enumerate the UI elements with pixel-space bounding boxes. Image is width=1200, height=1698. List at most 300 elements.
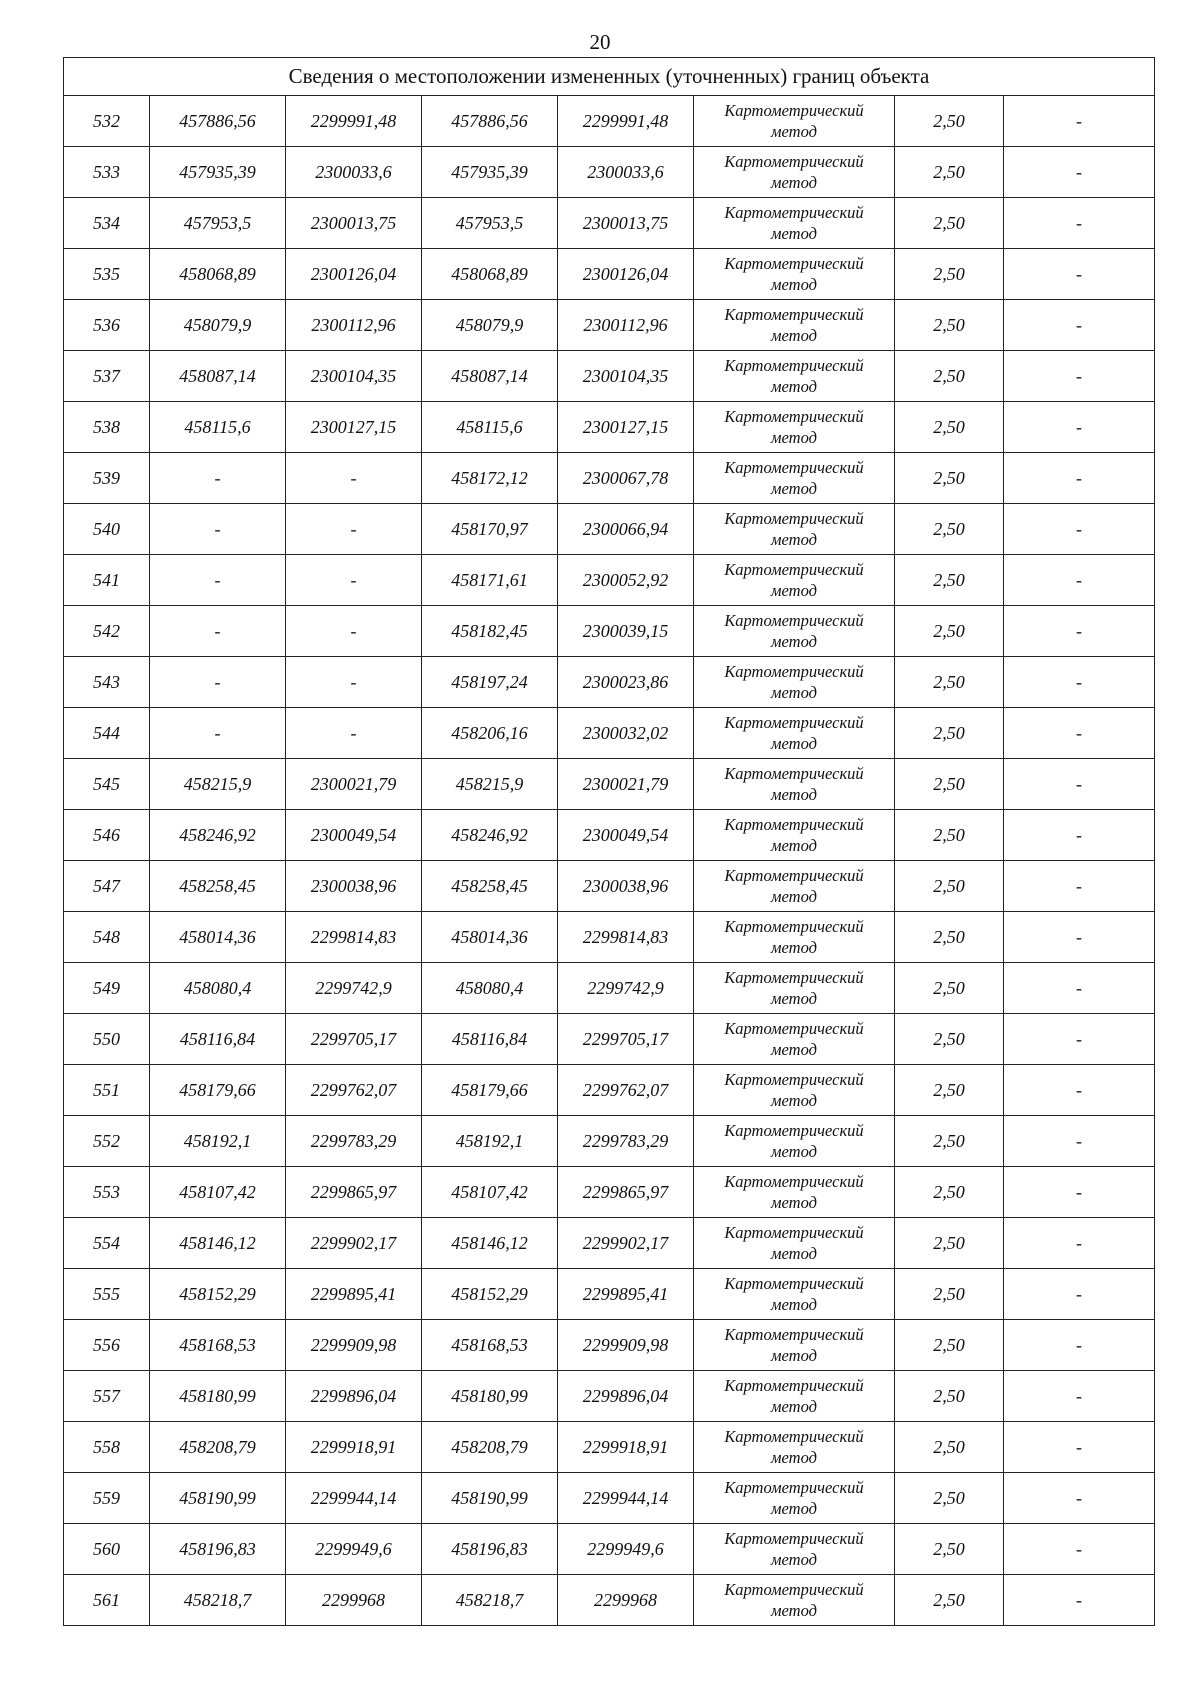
method-cell <box>694 657 895 708</box>
accuracy-cell: 2,50 <box>895 555 1004 606</box>
table-row <box>64 1473 1155 1524</box>
existing-y-cell: 2299865,97 <box>286 1167 422 1218</box>
existing-x-cell: 458080,4 <box>150 963 286 1014</box>
method-label-line2: метод <box>771 1091 817 1110</box>
method-label-line2: метод <box>771 734 817 753</box>
refined-y-cell: 2299762,07 <box>558 1065 694 1116</box>
method-label-line2: метод <box>771 1193 817 1212</box>
method-label-line1: Картометрический <box>724 866 864 885</box>
method-label-line2: метод <box>771 1550 817 1569</box>
existing-y-cell: - <box>286 606 422 657</box>
point-number-cell: 546 <box>64 810 150 861</box>
table-row <box>64 453 1155 504</box>
page-number: 20 <box>589 30 611 54</box>
existing-y-cell: 2299814,83 <box>286 912 422 963</box>
method-label-line2: метод <box>771 428 817 447</box>
method-cell <box>694 810 895 861</box>
table-row <box>64 147 1155 198</box>
existing-x-cell: 458079,9 <box>150 300 286 351</box>
method-cell <box>694 555 895 606</box>
refined-x-cell: 458170,97 <box>422 504 558 555</box>
method-label-line1: Картометрический <box>724 662 864 681</box>
method-label-line1: Картометрический <box>724 764 864 783</box>
existing-y-cell: 2300104,35 <box>286 351 422 402</box>
method-label-line1: Картометрический <box>724 356 864 375</box>
method-label-line1: Картометрический <box>724 815 864 834</box>
accuracy-cell: 2,50 <box>895 1371 1004 1422</box>
refined-y-cell: 2300021,79 <box>558 759 694 810</box>
method-label-line2: метод <box>771 1295 817 1314</box>
existing-y-cell: - <box>286 453 422 504</box>
accuracy-cell: 2,50 <box>895 708 1004 759</box>
point-number-cell: 549 <box>64 963 150 1014</box>
existing-y-cell: 2299902,17 <box>286 1218 422 1269</box>
method-label-line2: метод <box>771 1499 817 1518</box>
refined-y-cell: 2300127,15 <box>558 402 694 453</box>
point-number-cell: 561 <box>64 1575 150 1626</box>
method-cell <box>694 1371 895 1422</box>
table-caption-row <box>64 58 1155 96</box>
existing-x-cell: 458068,89 <box>150 249 286 300</box>
method-cell <box>694 504 895 555</box>
refined-x-cell: 458246,92 <box>422 810 558 861</box>
method-label-line2: метод <box>771 1142 817 1161</box>
note-cell: - <box>1004 861 1155 912</box>
refined-y-cell: 2300126,04 <box>558 249 694 300</box>
refined-x-cell: 458180,99 <box>422 1371 558 1422</box>
existing-x-cell: 458246,92 <box>150 810 286 861</box>
accuracy-cell: 2,50 <box>895 963 1004 1014</box>
table-row <box>64 1116 1155 1167</box>
existing-x-cell: - <box>150 657 286 708</box>
table-row <box>64 1524 1155 1575</box>
method-label-line1: Картометрический <box>724 1223 864 1242</box>
refined-x-cell: 458172,12 <box>422 453 558 504</box>
point-number-cell: 536 <box>64 300 150 351</box>
table-row <box>64 1014 1155 1065</box>
method-label-line1: Картометрический <box>724 968 864 987</box>
accuracy-cell: 2,50 <box>895 249 1004 300</box>
point-number-cell: 547 <box>64 861 150 912</box>
accuracy-cell: 2,50 <box>895 198 1004 249</box>
refined-x-cell: 458179,66 <box>422 1065 558 1116</box>
table-row <box>64 249 1155 300</box>
point-number-cell: 552 <box>64 1116 150 1167</box>
table-row <box>64 657 1155 708</box>
method-label-line1: Картометрический <box>724 305 864 324</box>
method-label-line1: Картометрический <box>724 407 864 426</box>
accuracy-cell: 2,50 <box>895 1116 1004 1167</box>
table-caption: Сведения о местоположении измененных (уточненных) границ объекта <box>64 58 1155 96</box>
existing-y-cell: 2300049,54 <box>286 810 422 861</box>
method-cell <box>694 861 895 912</box>
refined-x-cell: 458152,29 <box>422 1269 558 1320</box>
existing-x-cell: 458146,12 <box>150 1218 286 1269</box>
refined-y-cell: 2300052,92 <box>558 555 694 606</box>
method-cell <box>694 1116 895 1167</box>
method-label-line1: Картометрический <box>724 1121 864 1140</box>
existing-x-cell: 458192,1 <box>150 1116 286 1167</box>
existing-y-cell: - <box>286 504 422 555</box>
accuracy-cell: 2,50 <box>895 861 1004 912</box>
note-cell: - <box>1004 453 1155 504</box>
note-cell: - <box>1004 657 1155 708</box>
point-number-cell: 556 <box>64 1320 150 1371</box>
existing-x-cell: 458258,45 <box>150 861 286 912</box>
note-cell: - <box>1004 1422 1155 1473</box>
method-label-line2: метод <box>771 785 817 804</box>
accuracy-cell: 2,50 <box>895 1014 1004 1065</box>
refined-y-cell: 2299918,91 <box>558 1422 694 1473</box>
refined-y-cell: 2300066,94 <box>558 504 694 555</box>
method-label-line2: метод <box>771 1397 817 1416</box>
note-cell: - <box>1004 1065 1155 1116</box>
method-label-line2: метод <box>771 632 817 651</box>
refined-y-cell: 2300067,78 <box>558 453 694 504</box>
refined-y-cell: 2299902,17 <box>558 1218 694 1269</box>
refined-y-cell: 2299705,17 <box>558 1014 694 1065</box>
existing-x-cell: 457886,56 <box>150 96 286 147</box>
accuracy-cell: 2,50 <box>895 351 1004 402</box>
table-row <box>64 606 1155 657</box>
point-number-cell: 539 <box>64 453 150 504</box>
existing-y-cell: 2300038,96 <box>286 861 422 912</box>
table-row <box>64 708 1155 759</box>
table-row <box>64 300 1155 351</box>
point-number-cell: 534 <box>64 198 150 249</box>
point-number-cell: 553 <box>64 1167 150 1218</box>
method-cell <box>694 963 895 1014</box>
point-number-cell: 551 <box>64 1065 150 1116</box>
method-label-line1: Картометрический <box>724 203 864 222</box>
method-label-line2: метод <box>771 224 817 243</box>
existing-x-cell: 458196,83 <box>150 1524 286 1575</box>
refined-x-cell: 458206,16 <box>422 708 558 759</box>
existing-x-cell: 457953,5 <box>150 198 286 249</box>
note-cell: - <box>1004 708 1155 759</box>
refined-y-cell: 2300032,02 <box>558 708 694 759</box>
existing-y-cell: 2299918,91 <box>286 1422 422 1473</box>
refined-x-cell: 458079,9 <box>422 300 558 351</box>
method-label-line1: Картометрический <box>724 1376 864 1395</box>
existing-x-cell: 458180,99 <box>150 1371 286 1422</box>
refined-x-cell: 458258,45 <box>422 861 558 912</box>
method-cell <box>694 96 895 147</box>
refined-y-cell: 2300104,35 <box>558 351 694 402</box>
table-row <box>64 555 1155 606</box>
method-label-line1: Картометрический <box>724 560 864 579</box>
existing-y-cell: 2299762,07 <box>286 1065 422 1116</box>
accuracy-cell: 2,50 <box>895 1422 1004 1473</box>
existing-y-cell: 2299968 <box>286 1575 422 1626</box>
note-cell: - <box>1004 555 1155 606</box>
table-row <box>64 1575 1155 1626</box>
accuracy-cell: 2,50 <box>895 300 1004 351</box>
note-cell: - <box>1004 147 1155 198</box>
method-cell <box>694 351 895 402</box>
method-label-line1: Картометрический <box>724 1172 864 1191</box>
method-label-line1: Картометрический <box>724 458 864 477</box>
existing-x-cell: - <box>150 504 286 555</box>
method-cell <box>694 249 895 300</box>
point-number-cell: 542 <box>64 606 150 657</box>
accuracy-cell: 2,50 <box>895 1167 1004 1218</box>
refined-y-cell: 2300038,96 <box>558 861 694 912</box>
method-cell <box>694 708 895 759</box>
existing-x-cell: 458107,42 <box>150 1167 286 1218</box>
point-number-cell: 548 <box>64 912 150 963</box>
refined-y-cell: 2299944,14 <box>558 1473 694 1524</box>
point-number-cell: 560 <box>64 1524 150 1575</box>
method-cell <box>694 1218 895 1269</box>
method-label-line2: метод <box>771 1448 817 1467</box>
refined-x-cell: 458218,7 <box>422 1575 558 1626</box>
method-cell <box>694 1575 895 1626</box>
note-cell: - <box>1004 1167 1155 1218</box>
point-number-cell: 544 <box>64 708 150 759</box>
note-cell: - <box>1004 402 1155 453</box>
refined-x-cell: 458080,4 <box>422 963 558 1014</box>
table-row <box>64 1320 1155 1371</box>
refined-x-cell: 458190,99 <box>422 1473 558 1524</box>
note-cell: - <box>1004 963 1155 1014</box>
refined-x-cell: 458171,61 <box>422 555 558 606</box>
table-row <box>64 1371 1155 1422</box>
note-cell: - <box>1004 1371 1155 1422</box>
boundary-coordinates-table <box>63 57 1155 1626</box>
refined-y-cell: 2299896,04 <box>558 1371 694 1422</box>
existing-x-cell: 458218,7 <box>150 1575 286 1626</box>
note-cell: - <box>1004 759 1155 810</box>
note-cell: - <box>1004 1524 1155 1575</box>
refined-x-cell: 458197,24 <box>422 657 558 708</box>
point-number-cell: 532 <box>64 96 150 147</box>
note-cell: - <box>1004 606 1155 657</box>
refined-y-cell: 2300039,15 <box>558 606 694 657</box>
refined-x-cell: 458215,9 <box>422 759 558 810</box>
refined-x-cell: 458115,6 <box>422 402 558 453</box>
method-label-line1: Картометрический <box>724 1019 864 1038</box>
existing-y-cell: 2300021,79 <box>286 759 422 810</box>
existing-y-cell: 2300126,04 <box>286 249 422 300</box>
note-cell: - <box>1004 810 1155 861</box>
note-cell: - <box>1004 249 1155 300</box>
existing-x-cell: 458087,14 <box>150 351 286 402</box>
table-row <box>64 1218 1155 1269</box>
method-cell <box>694 1422 895 1473</box>
existing-x-cell: 458014,36 <box>150 912 286 963</box>
refined-x-cell: 457953,5 <box>422 198 558 249</box>
method-label-line1: Картометрический <box>724 101 864 120</box>
refined-x-cell: 458196,83 <box>422 1524 558 1575</box>
existing-y-cell: - <box>286 708 422 759</box>
refined-y-cell: 2300033,6 <box>558 147 694 198</box>
method-cell <box>694 1065 895 1116</box>
existing-x-cell: 458190,99 <box>150 1473 286 1524</box>
accuracy-cell: 2,50 <box>895 96 1004 147</box>
note-cell: - <box>1004 1218 1155 1269</box>
refined-x-cell: 458014,36 <box>422 912 558 963</box>
method-cell <box>694 606 895 657</box>
note-cell: - <box>1004 96 1155 147</box>
refined-y-cell: 2300049,54 <box>558 810 694 861</box>
accuracy-cell: 2,50 <box>895 453 1004 504</box>
note-cell: - <box>1004 1320 1155 1371</box>
point-number-cell: 540 <box>64 504 150 555</box>
method-label-line2: метод <box>771 1244 817 1263</box>
method-label-line2: метод <box>771 581 817 600</box>
existing-x-cell: - <box>150 708 286 759</box>
existing-x-cell: 458115,6 <box>150 402 286 453</box>
refined-x-cell: 457886,56 <box>422 96 558 147</box>
refined-y-cell: 2299895,41 <box>558 1269 694 1320</box>
method-label-line2: метод <box>771 479 817 498</box>
refined-x-cell: 457935,39 <box>422 147 558 198</box>
method-label-line1: Картометрический <box>724 713 864 732</box>
refined-x-cell: 458182,45 <box>422 606 558 657</box>
table-row <box>64 963 1155 1014</box>
refined-y-cell: 2299814,83 <box>558 912 694 963</box>
point-number-cell: 554 <box>64 1218 150 1269</box>
refined-x-cell: 458168,53 <box>422 1320 558 1371</box>
method-cell <box>694 1320 895 1371</box>
method-label-line2: метод <box>771 122 817 141</box>
existing-x-cell: 458116,84 <box>150 1014 286 1065</box>
point-number-cell: 541 <box>64 555 150 606</box>
existing-x-cell: - <box>150 606 286 657</box>
accuracy-cell: 2,50 <box>895 1524 1004 1575</box>
method-label-line2: метод <box>771 683 817 702</box>
method-label-line1: Картометрический <box>724 1529 864 1548</box>
existing-y-cell: 2299909,98 <box>286 1320 422 1371</box>
refined-y-cell: 2299968 <box>558 1575 694 1626</box>
table-row <box>64 1167 1155 1218</box>
point-number-cell: 535 <box>64 249 150 300</box>
refined-y-cell: 2299865,97 <box>558 1167 694 1218</box>
point-number-cell: 545 <box>64 759 150 810</box>
method-label-line1: Картометрический <box>724 917 864 936</box>
method-label-line2: метод <box>771 275 817 294</box>
method-cell <box>694 1473 895 1524</box>
method-label-line2: метод <box>771 887 817 906</box>
note-cell: - <box>1004 1269 1155 1320</box>
method-cell <box>694 1014 895 1065</box>
method-label-line1: Картометрический <box>724 1580 864 1599</box>
existing-x-cell: 458215,9 <box>150 759 286 810</box>
point-number-cell: 555 <box>64 1269 150 1320</box>
method-label-line2: метод <box>771 989 817 1008</box>
method-label-line2: метод <box>771 377 817 396</box>
point-number-cell: 557 <box>64 1371 150 1422</box>
method-label-line2: метод <box>771 836 817 855</box>
existing-x-cell: 458152,29 <box>150 1269 286 1320</box>
method-label-line1: Картометрический <box>724 1325 864 1344</box>
method-label-line2: метод <box>771 173 817 192</box>
method-cell <box>694 198 895 249</box>
refined-x-cell: 458087,14 <box>422 351 558 402</box>
existing-y-cell: 2299949,6 <box>286 1524 422 1575</box>
existing-y-cell: 2300112,96 <box>286 300 422 351</box>
accuracy-cell: 2,50 <box>895 1473 1004 1524</box>
table-body <box>64 96 1155 1626</box>
existing-y-cell: 2299944,14 <box>286 1473 422 1524</box>
refined-x-cell: 458068,89 <box>422 249 558 300</box>
table-row <box>64 1269 1155 1320</box>
accuracy-cell: 2,50 <box>895 504 1004 555</box>
accuracy-cell: 2,50 <box>895 402 1004 453</box>
existing-y-cell: 2300033,6 <box>286 147 422 198</box>
table-row <box>64 810 1155 861</box>
accuracy-cell: 2,50 <box>895 759 1004 810</box>
method-label-line1: Картометрический <box>724 152 864 171</box>
refined-y-cell: 2299991,48 <box>558 96 694 147</box>
existing-y-cell: 2299742,9 <box>286 963 422 1014</box>
method-label-line1: Картометрический <box>724 1274 864 1293</box>
method-label-line2: метод <box>771 326 817 345</box>
method-cell <box>694 912 895 963</box>
note-cell: - <box>1004 1473 1155 1524</box>
accuracy-cell: 2,50 <box>895 1575 1004 1626</box>
refined-y-cell: 2300013,75 <box>558 198 694 249</box>
accuracy-cell: 2,50 <box>895 1065 1004 1116</box>
existing-y-cell: 2299783,29 <box>286 1116 422 1167</box>
method-label-line2: метод <box>771 1040 817 1059</box>
accuracy-cell: 2,50 <box>895 657 1004 708</box>
refined-y-cell: 2300023,86 <box>558 657 694 708</box>
method-label-line1: Картометрический <box>724 509 864 528</box>
table-row <box>64 912 1155 963</box>
method-label-line2: метод <box>771 938 817 957</box>
method-label-line2: метод <box>771 530 817 549</box>
refined-x-cell: 458146,12 <box>422 1218 558 1269</box>
note-cell: - <box>1004 300 1155 351</box>
existing-x-cell: 458168,53 <box>150 1320 286 1371</box>
accuracy-cell: 2,50 <box>895 1218 1004 1269</box>
refined-x-cell: 458192,1 <box>422 1116 558 1167</box>
refined-y-cell: 2299909,98 <box>558 1320 694 1371</box>
existing-y-cell: 2300013,75 <box>286 198 422 249</box>
table-row <box>64 198 1155 249</box>
refined-y-cell: 2299783,29 <box>558 1116 694 1167</box>
method-cell <box>694 453 895 504</box>
existing-y-cell: 2300127,15 <box>286 402 422 453</box>
method-label-line2: метод <box>771 1346 817 1365</box>
refined-x-cell: 458107,42 <box>422 1167 558 1218</box>
accuracy-cell: 2,50 <box>895 1320 1004 1371</box>
table-row <box>64 861 1155 912</box>
method-label-line1: Картометрический <box>724 1427 864 1446</box>
note-cell: - <box>1004 351 1155 402</box>
existing-x-cell: 458208,79 <box>150 1422 286 1473</box>
accuracy-cell: 2,50 <box>895 606 1004 657</box>
accuracy-cell: 2,50 <box>895 810 1004 861</box>
method-label-line2: метод <box>771 1601 817 1620</box>
point-number-cell: 533 <box>64 147 150 198</box>
point-number-cell: 543 <box>64 657 150 708</box>
table-row <box>64 402 1155 453</box>
method-cell <box>694 402 895 453</box>
existing-y-cell: 2299896,04 <box>286 1371 422 1422</box>
method-label-line1: Картометрический <box>724 254 864 273</box>
refined-x-cell: 458116,84 <box>422 1014 558 1065</box>
existing-y-cell: 2299705,17 <box>286 1014 422 1065</box>
method-label-line1: Картометрический <box>724 1478 864 1497</box>
existing-x-cell: 458179,66 <box>150 1065 286 1116</box>
note-cell: - <box>1004 1116 1155 1167</box>
note-cell: - <box>1004 1575 1155 1626</box>
table-row <box>64 1065 1155 1116</box>
method-label-line1: Картометрический <box>724 611 864 630</box>
